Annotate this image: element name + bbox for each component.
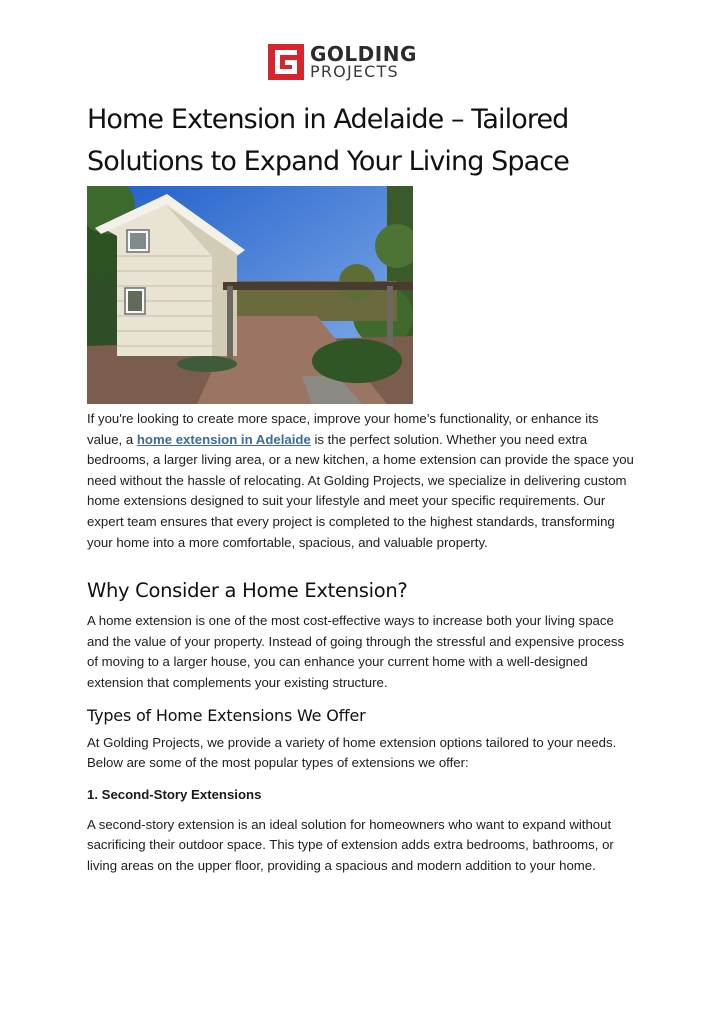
house-extension-photo	[87, 186, 413, 404]
page-title: Home Extension in Adelaide – Tailored Solutions to Expand Your Living Space	[87, 104, 569, 177]
paragraph-second-story: A second-story extension is an ideal solution for homeowners who want to expand without sacrificing their outdoor space. This type of extension adds extra bedrooms, bathrooms, or living areas on the upper floor, providing a spacious and modern addition to your home.	[87, 816, 614, 873]
section-heading-why-consider: Why Consider a Home Extension?	[87, 579, 408, 603]
intro-text-end: is the perfect solution. Whether you need extra bedrooms, a larger living area, or a new kitchen, a home extension can provide the space you need without the hassle of relocating. At Golding Projects, we specialize in delivering custom home extensions designed to suit your lifestyle and meet your specific requirements. Our expert team ensures that every project is completed to the highest standards, transforming your home into a more comfortable, spacious, and valuable property.	[87, 431, 634, 550]
golding-logo-mark-icon	[268, 44, 304, 80]
intro-text-start: If you're looking to create more space, improve your home’s functionality, or enhance its value, a	[87, 411, 599, 447]
logo-text-golding: GOLDING	[310, 42, 417, 66]
logo-text-projects: PROJECTS	[310, 62, 399, 81]
golding-projects-logo	[268, 44, 453, 80]
section-paragraph-why-consider: A home extension is one of the most cost-effective ways to increase both your living space and the value of your property. Instead of going through the stressful and expensive process of moving to a larger house, you can enhance your current home with a well-designed extension that complements your existing structure.	[87, 613, 625, 690]
section-heading-types: Types of Home Extensions We Offer	[87, 705, 366, 725]
section-paragraph-types: At Golding Projects, we provide a variety of home extension options tailored to your needs. Below are some of the most popular types of extensions we offer:	[87, 734, 617, 771]
intro-paragraph	[87, 409, 635, 553]
subheading-second-story: 1. Second-Story Extensions	[87, 786, 262, 802]
article	[87, 99, 635, 877]
home-extension-adelaide-link[interactable]: home extension in Adelaide	[136, 431, 311, 447]
